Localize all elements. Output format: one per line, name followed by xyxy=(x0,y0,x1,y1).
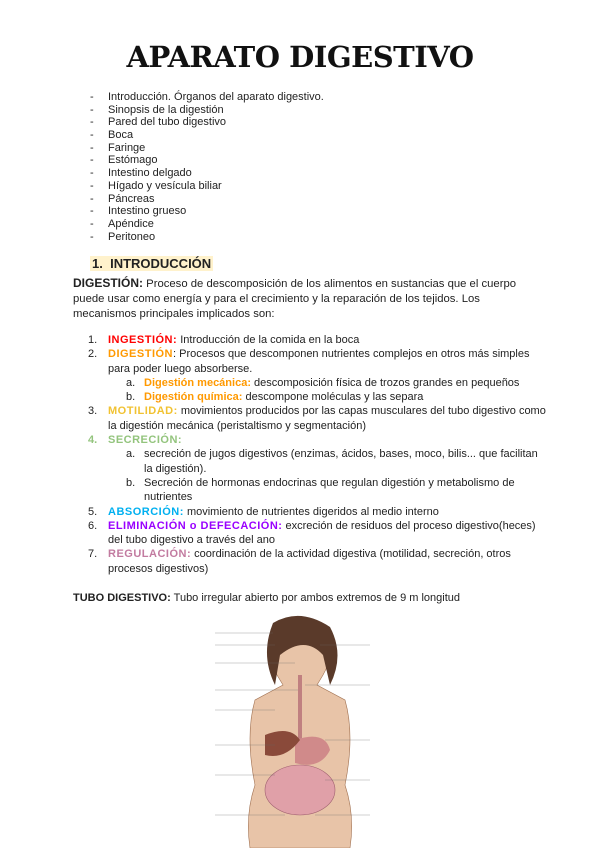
section-heading xyxy=(90,256,213,271)
toc-item-label: Intestino grueso xyxy=(108,205,187,218)
sub-item xyxy=(88,376,548,390)
bullet-dash: - xyxy=(90,116,94,129)
bullet-dash: - xyxy=(90,91,94,103)
sub-item-text: descomposición física de trozos grandes en pequeños xyxy=(250,376,520,389)
toc-item-label: Páncreas xyxy=(108,192,155,205)
mechanism-item xyxy=(88,404,548,433)
mechanism-item xyxy=(88,347,548,376)
sub-item-letter: a. xyxy=(126,376,136,389)
toc-item xyxy=(90,218,324,231)
page-title: APARATO DIGESTIVO xyxy=(126,40,474,74)
mechanism-term: MOTILIDAD: xyxy=(108,405,178,418)
sub-item xyxy=(88,390,548,404)
digestion-definition xyxy=(73,276,533,322)
sub-item-term: Digestión mecánica: xyxy=(144,376,251,389)
bullet-dash: - xyxy=(90,230,94,243)
toc-item xyxy=(90,180,324,193)
sub-item xyxy=(88,447,548,476)
mechanism-item xyxy=(88,519,548,548)
definition-text: Proceso de descomposición de los alimentos en sustancias que el cuerpo puede usar como energía y para el crecimiento y la reparación de los tejidos. Los mecanismos principales implicados son: xyxy=(73,278,517,320)
mechanism-text: excreción de residuos del proceso digestivo(heces) del tubo digestivo a través del ano xyxy=(108,519,536,547)
definition-term: DIGESTIÓN: xyxy=(73,276,144,290)
mechanism-text: movimientos producidos por las capas musculares del tubo digestivo como la digestión mecánica (peristaltismo y segmentación) xyxy=(108,405,546,432)
item-number: 3. xyxy=(88,405,98,418)
toc-item-label: Estómago xyxy=(108,154,158,167)
mechanisms-list xyxy=(88,333,548,576)
tubo-term: TUBO DIGESTIVO: xyxy=(73,592,171,604)
mechanism-text: coordinación de la actividad digestiva (motilidad, secreción, otros procesos digestivos) xyxy=(108,548,511,575)
toc-item xyxy=(90,91,324,104)
toc-item-label: Peritoneo xyxy=(108,230,156,243)
toc-item-label: Hígado y vesícula biliar xyxy=(108,179,222,192)
mechanism-term: ABSORCIÓN: xyxy=(108,505,184,518)
toc-item xyxy=(90,205,324,218)
bullet-dash: - xyxy=(90,179,94,192)
toc-item xyxy=(90,193,324,206)
sub-item xyxy=(88,476,548,505)
toc-item xyxy=(90,104,324,117)
item-number: 6. xyxy=(88,519,98,532)
toc-item-label: Faringe xyxy=(108,141,146,154)
bullet-dash: - xyxy=(90,205,94,218)
bullet-dash: - xyxy=(90,192,94,205)
bullet-dash: - xyxy=(90,129,94,142)
mechanism-item xyxy=(88,505,548,519)
sub-item-text: secreción de jugos digestivos (enzimas, ácidos, bases, moco, bilis... que facilitan la digestión). xyxy=(144,448,538,475)
item-number: 5. xyxy=(88,505,98,518)
tubo-definition xyxy=(73,592,460,604)
bullet-dash: - xyxy=(90,167,94,180)
toc-item-label: Boca xyxy=(108,129,134,142)
mechanism-item xyxy=(88,433,548,447)
bullet-dash: - xyxy=(90,103,94,116)
mechanism-text: : Procesos que descomponen nutrientes complejos en otros más simples para poder luego absorberse. xyxy=(108,348,530,375)
tubo-text: Tubo irregular abierto por ambos extremos de 9 m longitud xyxy=(170,592,460,604)
sub-item-letter: b. xyxy=(126,391,136,404)
toc-item xyxy=(90,154,324,167)
sub-item-letter: b. xyxy=(126,476,136,489)
table-of-contents xyxy=(90,91,324,243)
section-title: INTRODUCCIÓN xyxy=(110,256,212,271)
mechanism-item xyxy=(88,547,548,576)
mechanism-text: movimiento de nutrientes digeridos al medio interno xyxy=(183,505,439,518)
toc-item xyxy=(90,116,324,129)
toc-item-label: Apéndice xyxy=(108,217,154,230)
mechanism-term: REGULACIÓN: xyxy=(108,548,192,561)
sub-item-term: Digestión química: xyxy=(144,391,243,404)
toc-item xyxy=(90,142,324,155)
item-number: 2. xyxy=(88,348,98,361)
bullet-dash: - xyxy=(90,217,94,230)
toc-item-label: Pared del tubo digestivo xyxy=(108,116,227,129)
bullet-dash: - xyxy=(90,154,94,167)
toc-item xyxy=(90,167,324,180)
mechanism-text: Introducción de la comida en la boca xyxy=(177,334,360,346)
sub-item-letter: a. xyxy=(126,448,136,461)
toc-item xyxy=(90,129,324,142)
sub-item-text: Secreción de hormonas endocrinas que regulan digestión y metabolismo de nutrientes xyxy=(144,476,515,504)
mechanism-term: DIGESTIÓN xyxy=(108,348,174,361)
bullet-dash: - xyxy=(90,141,94,154)
digestive-system-illustration xyxy=(205,615,395,848)
sub-item-text: descompone moléculas y las separa xyxy=(242,391,424,404)
mechanism-term: ELIMINACIÓN o DEFECACIÓN: xyxy=(108,519,283,532)
item-number: 1. xyxy=(88,334,98,346)
item-number: 4. xyxy=(88,434,98,447)
mechanism-item xyxy=(88,333,548,347)
section-number: 1. xyxy=(92,256,103,271)
mechanism-term: SECRECIÓN: xyxy=(108,434,183,447)
toc-item-label: Intestino delgado xyxy=(108,167,192,180)
mechanism-term: INGESTIÓN: xyxy=(108,334,178,346)
toc-item-label: Sinopsis de la digestión xyxy=(108,103,224,116)
toc-item-label: Introducción. Órganos del aparato digestivo. xyxy=(108,91,324,103)
item-number: 7. xyxy=(88,548,98,561)
toc-item xyxy=(90,231,324,244)
